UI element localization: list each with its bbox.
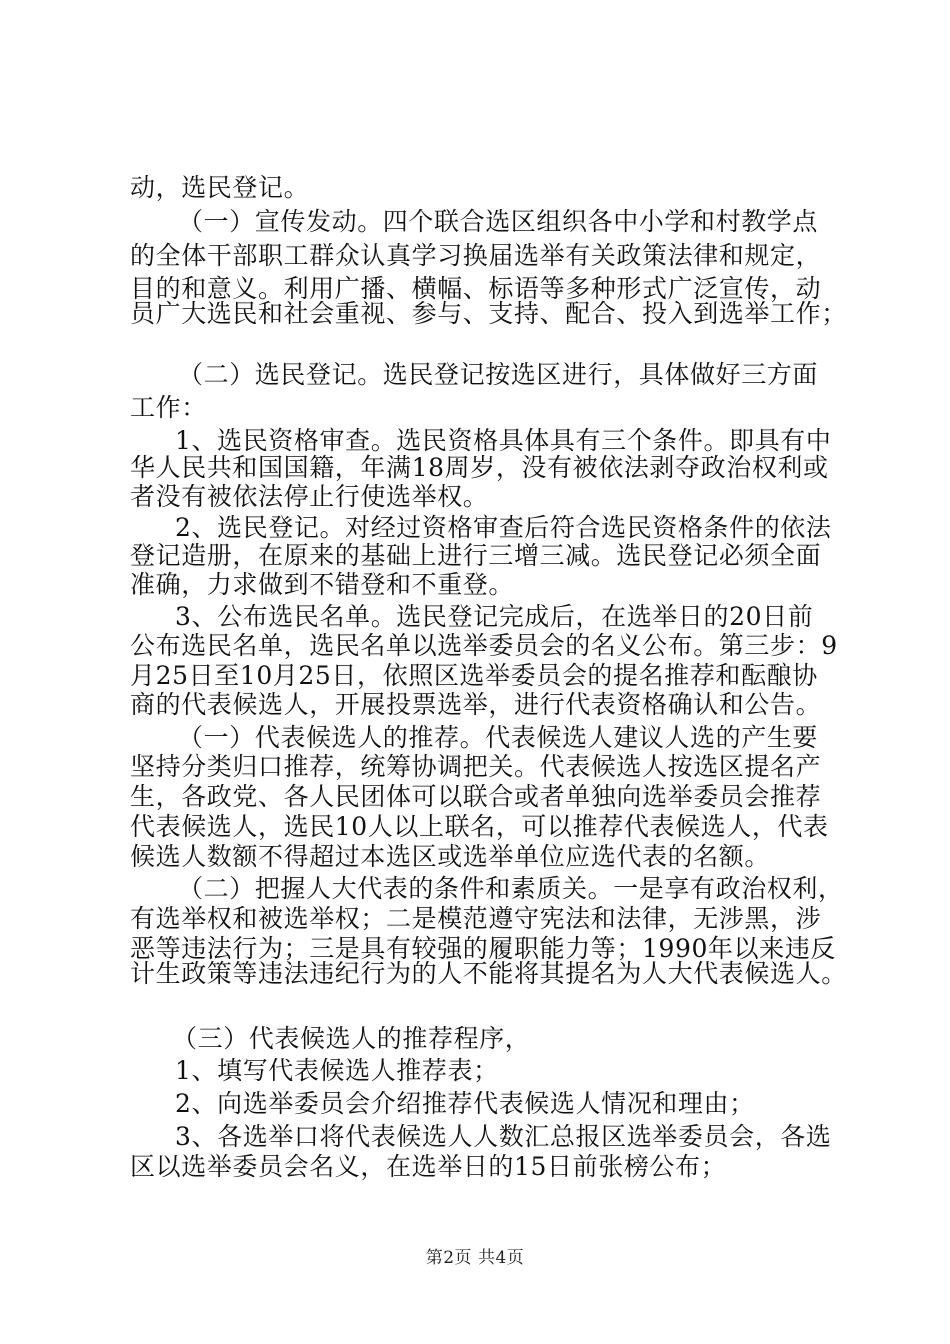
text-line: （二）选民登记。选民登记按选区进行，具体做好三方面 (178, 360, 819, 389)
text-line: 登记造册，在原来的基础上进行三增三减。选民登记必须全面 (130, 541, 822, 570)
text-line: 3、各选举口将代表候选人人数汇总报区选举委员会，各选 (175, 1122, 832, 1151)
text-line: 区以选举委员会名义，在选举日的15日前张榜公布； (130, 1152, 727, 1181)
text-line: 恶等违法行为；三是具有较强的履职能力等；1990年以来违反 (130, 934, 837, 963)
text-line: 目的和意义。利用广播、横幅、标语等多种形式广泛宣传，动 (130, 274, 822, 303)
text-line: （一）代表候选人的推荐。代表候选人建议人选的产生要 (178, 723, 819, 752)
text-line: 3、公布选民名单。选民登记完成后，在选举日的20日前 (175, 602, 814, 631)
text-line: 候选人数额不得超过本选区或选举单位应选代表的名额。 (130, 842, 771, 871)
text-line: 1、填写代表候选人推荐表； (175, 1056, 499, 1085)
text-line: 动，选民登记。 (130, 173, 310, 202)
text-line: 月25日至10月25日，依照区选举委员会的提名推荐和酝酿协 (130, 661, 818, 690)
text-line: 计生政策等违法违纪行为的人不能将其提名为人大代表候选人。 (130, 959, 847, 988)
text-line: 2、选民登记。对经过资格审查后符合选民资格条件的依法 (175, 513, 832, 542)
text-line: （三）代表候选人的推荐程序， (172, 1024, 531, 1053)
text-line: 华人民共和国国籍，年满18周岁，没有被依法剥夺政治权利或 (130, 453, 829, 482)
text-line: 的全体干部职工群众认真学习换届选举有关政策法律和规定， (130, 241, 822, 270)
text-line: 准确，力求做到不错登和不重登。 (130, 570, 515, 599)
text-line: 生，各政党、各人民团体可以联合或者单独向选举委员会推荐 (130, 782, 822, 811)
text-line: 公布选民名单，选民名单以选举委员会的名义公布。第三步：9 (130, 631, 838, 660)
text-line: 代表候选人，选民10人以上联名，可以推荐代表候选人，代表 (130, 812, 829, 841)
page-number-footer: 第2页 共4页 (425, 1248, 525, 1268)
text-line: 者没有被依法停止行使选举权。 (130, 482, 489, 511)
text-line: 员广大选民和社会重视、参与、支持、配合、投入到选举工作； (130, 299, 847, 328)
text-line: 有选举权和被选举权；二是模范遵守宪法和法律，无涉黑，涉 (130, 904, 822, 933)
text-line: （二）把握人大代表的条件和素质关。一是享有政治权利， (178, 874, 844, 903)
text-line: 商的代表候选人，开展投票选举，进行代表资格确认和公告。 (130, 690, 822, 719)
text-line: （一）宣传发动。四个联合选区组织各中小学和村教学点 (178, 207, 819, 236)
text-line: 1、选民资格审查。选民资格具体具有三个条件。即具有中 (175, 426, 832, 455)
text-line: 2、向选举委员会介绍推荐代表候选人情况和理由； (175, 1089, 755, 1118)
text-line: 工作： (130, 393, 207, 422)
text-line: 坚持分类归口推荐，统筹协调把关。代表候选人按选区提名产 (130, 752, 822, 781)
